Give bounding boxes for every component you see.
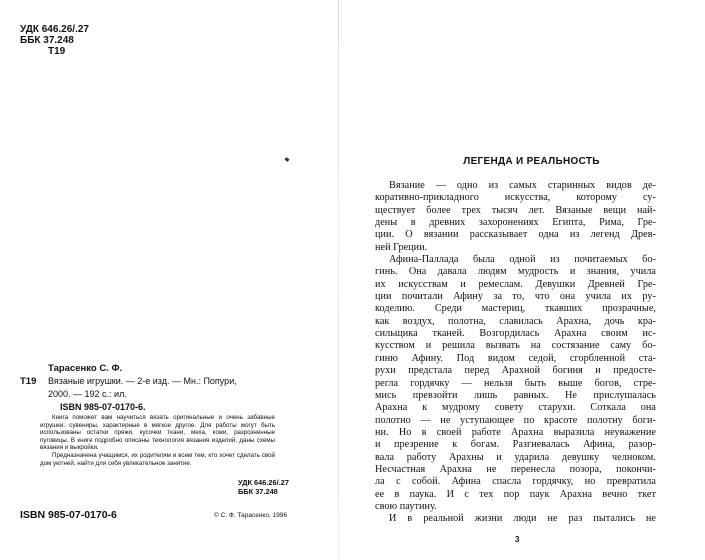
page-number: 3 (515, 535, 520, 544)
text-line: коделию. Среди мастериц, ткавших прозрачные, (375, 303, 656, 315)
text-line: И в реальной жизни люди не раз пытались не (389, 513, 656, 525)
text-line: рухи предстала перед Арахной богиня и предосте- (375, 365, 656, 377)
text-line: ней Греции. (375, 241, 428, 253)
catalog-card-index: Т19 (20, 376, 37, 387)
text-line: коративно-прикладного искусства, которому су- (375, 192, 656, 204)
text-line: и презрение к богам. Разгневалась Афина, разор- (375, 439, 656, 451)
catalog-card-isbn: ISBN 985-07-0170-6. (60, 402, 146, 412)
text-line: сильщика тканей. Возгордилась Арахна своим ис- (375, 328, 656, 340)
text-line: ществует более трех тысяч лет. Вязаные вещи най- (375, 204, 656, 216)
text-line: кусством и решила вызвать на состязание саму бо- (375, 340, 656, 352)
chapter-text (375, 180, 656, 526)
text-line: ции почитали Афину за то, что она учила их ру- (375, 291, 656, 303)
print-speck (285, 157, 290, 162)
text-line: гинь. Она давала людям мудрость и знания, учила (375, 266, 656, 278)
text-line: Вязание — одно из самых старинных видов де- (389, 180, 656, 191)
text-line: регла гордячку — нельзя быть выше богов, стре- (375, 377, 656, 389)
text-line: Арахна к мудрому совету старухи. Соткала она (375, 402, 656, 414)
page-gutter (338, 0, 339, 560)
text-line: мись превзойти лишь равных. Не прислушалась (375, 389, 656, 401)
text-line: ции. О вязании рассказывает одна из легенд Древ- (375, 229, 656, 241)
text-line: ни. Но в своей работе Арахна выразила неуважение (375, 426, 656, 438)
text-line: ла с собой. Афина спасла гордячку, но превратила (375, 476, 656, 488)
text-line: Афина-Паллада была одной из почитаемых бо- (389, 254, 656, 266)
right-page (355, 0, 705, 560)
catalog-card-author: Тарасенко С. Ф. (48, 363, 123, 374)
text-line: ее в паука. И с тех пор паук Арахна вечно ткет (375, 488, 656, 500)
catalog-card-publication: 2000. — 192 с.: ил. (48, 389, 127, 399)
copyright-notice: © С. Ф. Тарасенко, 1996 (214, 512, 288, 519)
catalog-card-bbk: ББК 37.248 (238, 487, 278, 496)
bbk-code: ББК 37.248 (20, 35, 74, 46)
text-line: свою паутину. (375, 500, 437, 512)
left-page (0, 0, 330, 560)
classification-codes (20, 24, 89, 57)
annotation-paragraph: Предназначена учащимся, их родителям и всем тем, кто хочет сделать свой дом уютней, найти для себя увлекательное занятие. (40, 451, 275, 467)
text-line: как воздух, полотна, славилась Арахна, дочь кра- (375, 315, 656, 327)
text-line: вала работу Арахны и ударила девушку челноком. (375, 451, 656, 463)
text-line: их искусствам и ремеслам. Девушки Древней Гре- (375, 278, 656, 290)
chapter-title: ЛЕГЕНДА И РЕАЛЬНОСТЬ (463, 156, 600, 167)
text-line: Несчастная Арахна не перенесла позора, покончи- (375, 463, 656, 475)
author-mark: Т19 (48, 46, 66, 57)
text-line: гиню Афину. Под видом седой, сгорбленной ста- (375, 352, 656, 364)
catalog-card-title: Вязаные игрушки. — 2-е изд. — Мн.: Попури, (48, 376, 237, 386)
text-line: полотно — не уступающее по красоте полотну боги- (375, 414, 656, 426)
catalog-card-annotation (40, 414, 275, 467)
catalog-card-udk: УДК 646.26/.27 (238, 478, 289, 487)
text-line: дены в древних захоронениях Египта, Рима, Гре- (375, 217, 656, 229)
udk-code: УДК 646.26/.27 (20, 24, 89, 35)
isbn-number: ISBN 985-07-0170-6 (20, 509, 117, 521)
catalog-card-codes (238, 478, 289, 496)
annotation-paragraph: Книга поможет вам научиться вязать оригинальные и очень забавные игрушки: сувениры, характерные в мягкое другое. Для работы могут быть использованы остатки пряжи, кусочки ткани, меха, кожи, разрозненные пуговицы. В книге подробно описаны технология вязания изделий, даны схемы вязания и выкройки. (40, 414, 275, 452)
